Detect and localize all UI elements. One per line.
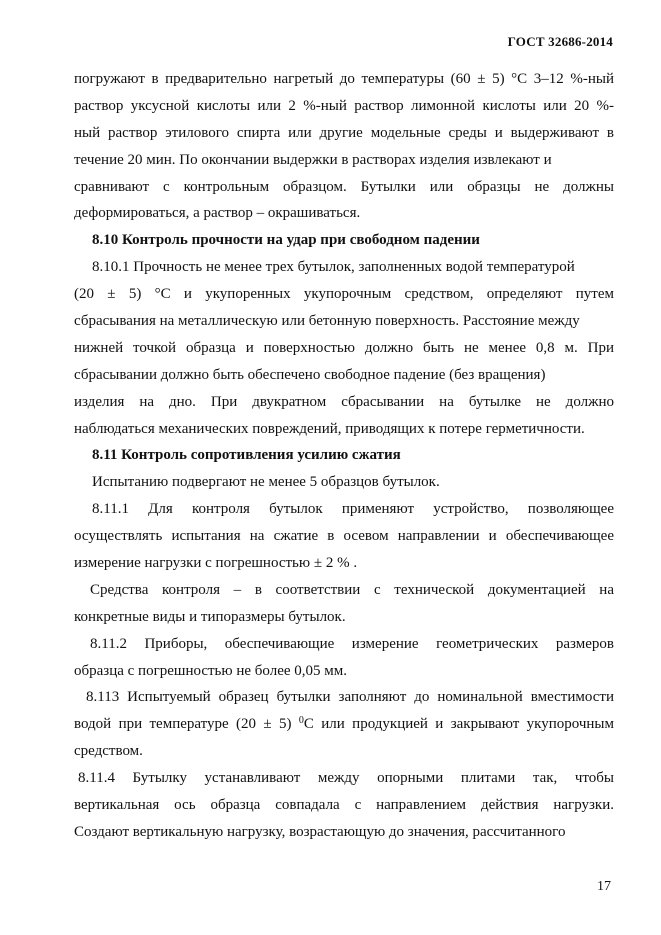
text-line: образца с погрешностью не более 0,05 мм. <box>74 662 348 679</box>
page-number: 17 <box>597 879 611 894</box>
text-line: нижней точкой образца и поверхностью должно быть не менее 0,8 м. При <box>74 339 614 356</box>
text-line: осуществлять испытания на сжатие в осевом направлении и обеспечивающее <box>74 528 614 545</box>
text-line: раствор уксусной кислоты или 2 %-ный раствор лимонной кислоты или 20 %- <box>74 97 614 114</box>
text-line: Испытанию подвергают не менее 5 образцов бутылок. <box>92 474 440 491</box>
text-line: измерение нагрузки с погрешностью ± 2 % . <box>74 555 358 572</box>
section-heading-8-11: 8.11 Контроль сопротивления усилию сжатия <box>92 447 401 464</box>
text-line: сбрасывании должно быть обеспечено свободное падение (без вращения) <box>74 366 546 383</box>
text-line: Средства контроля – в соответствии с технической документацией на <box>90 581 614 598</box>
text-fragment: водой при температуре (20 ± 5) <box>74 716 292 733</box>
text-line: конкретные виды и типоразмеры бутылок. <box>74 608 346 625</box>
text-line <box>74 711 614 738</box>
text-line: сбрасывания на металлическую или бетонную поверхность. Расстояние между <box>74 313 580 330</box>
section-heading-8-10: 8.10 Контроль прочности на удар при свободном падении <box>92 232 480 249</box>
text-fragment: С или продукцией и закрывают укупорочным <box>303 716 614 733</box>
text-line: 8.11.4 Бутылку устанавливают между опорными плитами так, чтобы <box>78 770 614 787</box>
document-body <box>74 66 614 846</box>
text-line: изделия на дно. При двукратном сбрасывании на бутылке не должно <box>74 393 614 410</box>
text-line: деформироваться, а раствор – окрашиваться. <box>74 205 361 222</box>
superscript-zero: 0 <box>298 715 304 727</box>
text-line: 8.11.1 Для контроля бутылок применяют устройство, позволяющее <box>92 501 614 518</box>
text-line: средством. <box>74 743 143 760</box>
text-line: 8.11.2 Приборы, обеспечивающие измерение геометрических размеров <box>90 635 614 652</box>
text-line: ный раствор этилового спирта или другие модельные среды и выдерживают в <box>74 124 614 141</box>
text-line: течение 20 мин. По окончании выдержки в растворах изделия извлекают и <box>74 151 552 168</box>
text-line: Создают вертикальную нагрузку, возрастающую до значения, рассчитанного <box>74 823 566 840</box>
text-line: сравнивают с контрольным образцом. Бутылки или образцы не должны <box>74 178 614 195</box>
text-line: наблюдаться механических повреждений, приводящих к потере герметичности. <box>74 420 585 437</box>
text-line: погружают в предварительно нагретый до температуры (60 ± 5) °С 3–12 %-ный <box>74 71 614 87</box>
text-line: 8.113 Испытуемый образец бутылки заполняют до номинальной вместимости <box>86 689 614 706</box>
text-line: вертикальная ось образца совпадала с направлением действия нагрузки. <box>74 797 614 814</box>
document-code-header: ГОСТ 32686-2014 <box>507 34 613 49</box>
text-line: (20 ± 5) °С и укупоренных укупорочным средством, определяют путем <box>74 286 614 303</box>
text-line: 8.10.1 Прочность не менее трех бутылок, заполненных водой температурой <box>92 259 575 276</box>
